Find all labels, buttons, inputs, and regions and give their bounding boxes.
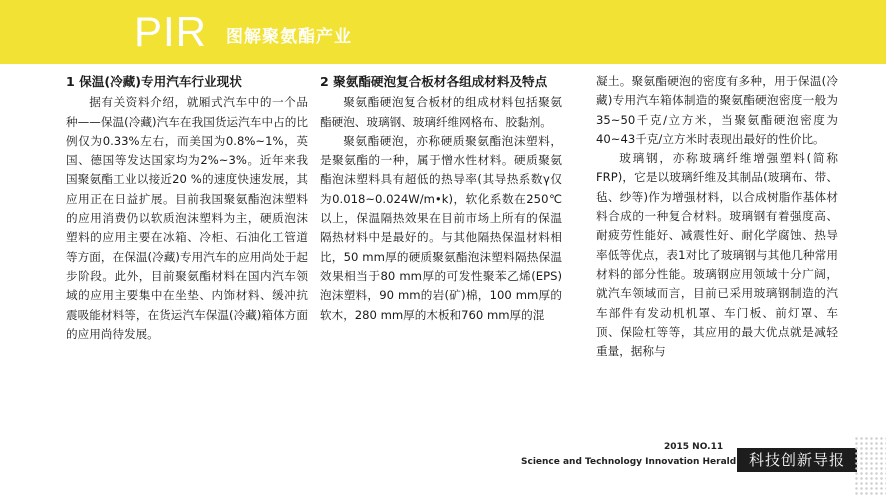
page-footer xyxy=(0,436,886,495)
section-1-paragraph-1: 据有关资料介绍，就厢式汽车中的一个品种——保温(冷藏)汽车在我国货运汽车中占的比例仅为0.33%左右，而美国为0.8%~1%，英国、德国等发达国家均为2%~3%。近年来我国聚氨酯工业以接近20 %的速度快速发展，其应用正在日益扩展。目前我国聚氨酯泡沫塑料的应用消费仍以软质泡沫塑料为主，硬质泡沫塑料的应用主要在冰箱、冷柜、石油化工管道等方面，在保温(冷藏)专用汽车的应用尚处于起步阶段。此外，目前聚氨酯材料在国内汽车领域的应用主要集中在坐垫、内饰材料、缓冲抗震吸能材料等，在货运汽车保温(冷藏)箱体方面的应用尚待发展。 xyxy=(66,95,308,341)
column-2 xyxy=(320,72,562,325)
column-1 xyxy=(66,72,308,344)
section-2-paragraph-2: 聚氨酯硬泡，亦称硬质聚氨酯泡沫塑料，是聚氨酯的一种，属于憎水性材料。硬质聚氨酯泡沫塑料具有超低的热导率(其导热系数γ仅为0.018~0.024W/m•k)，软化系数在250℃以上，保温隔热效果在目前市场上所有的保温隔热材料中是最好的。与其他隔热保温材料相比，50 mm厚的硬质聚氨酯泡沫塑料隔热保温效果相当于80 mm厚的可发性聚苯乙烯(EPS)泡沫塑料，90 mm的岩(矿)棉，100 mm厚的软木，280 mm厚的木板和760 mm厚的混 xyxy=(320,133,562,322)
page-header xyxy=(0,0,886,64)
journal-name-en: Science and Technology Innovation Herald xyxy=(521,457,737,467)
column-3 xyxy=(596,72,838,361)
dot-pattern-decoration xyxy=(854,436,886,495)
issue-number: 2015 NO.11 xyxy=(664,442,724,452)
section-1-heading: 1 保温(冷藏)专用汽车行业现状 xyxy=(66,74,242,89)
section-2-paragraph-2-continued: 凝土。聚氨酯硬泡的密度有多种，用于保温(冷藏)专用汽车箱体制造的聚氨酯硬泡密度一般为35~50千克/立方米，当聚氨酯硬泡密度为40~43千克/立方米时表现出最好的性价比。 xyxy=(596,74,838,146)
section-title: 图解聚氨酯产业 xyxy=(226,27,352,47)
section-2-heading: 2 聚氨酯硬泡复合板材各组成材料及特点 xyxy=(320,74,548,89)
brand-logo: PIR xyxy=(134,8,208,55)
section-2-paragraph-1: 聚氨酯硬泡复合板材的组成材料包括聚氨酯硬泡、玻璃钢、玻璃纤维网格布、胶黏剂。 xyxy=(320,95,562,129)
section-2-paragraph-3: 玻璃钢，亦称玻璃纤维增强塑料(简称FRP)，它是以玻璃纤维及其制品(玻璃布、带、毡、纱等)作为增强材料，以合成树脂作基体材料合成的一种复合材料。玻璃钢有着强度高、耐疲劳性能好、减震性好、耐化学腐蚀、热导率低等优点，表1对比了玻璃钢与其他几种常用材料的部分性能。玻璃钢应用领域十分广阔，就汽车领域而言，目前已采用玻璃钢制造的汽车部件有发动机机罩、车门板、前灯罩、车顶、保险杠等等，其应用的最大优点就是减轻重量，据称与 xyxy=(596,151,838,359)
journal-name-cn: 科技创新导报 xyxy=(737,448,857,472)
